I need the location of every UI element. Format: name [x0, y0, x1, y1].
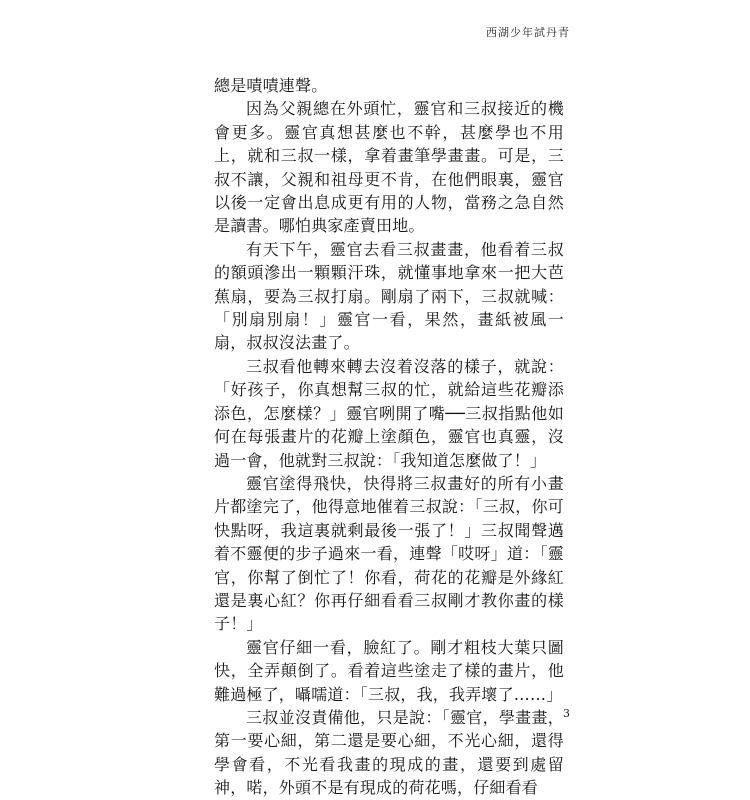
- paragraph-continued: 總是嘖嘖連聲。: [214, 76, 328, 95]
- paragraph: 因為父親總在外頭忙，靈官和三叔接近的機會更多。靈官真想甚麼也不幹，甚麼學也不用上，就和三叔一樣，拿着畫筆學畫畫。可是，三叔不讓，父親和祖母更不肯，在他們眼裏，靈官以後一定會出息成更有用的人物，當務之急自然是讀書。哪怕典家產賣田地。: [214, 99, 564, 236]
- running-header: 西湖少年試丹青: [486, 26, 570, 39]
- paragraph: 三叔並沒責備他，只是說：「靈官，學畫畫，第一要心細，第二還是要心細，不光心細，還得學會看，不光看我畫的現成的畫，還要到處留神，喏，外頭不是有現成的荷花嗎，仔細看看: [214, 707, 564, 798]
- page-number: 3: [563, 707, 570, 720]
- body-text: [214, 74, 564, 800]
- paragraph: 靈官仔細一看，臉紅了。剛才粗枝大葉只圖快，全弄顛倒了。看着這些塗走了樣的畫片，他難過極了，囁嚅道：「三叔，我，我弄壞了……」: [214, 637, 564, 704]
- paragraph: 靈官塗得飛快，快得將三叔畫好的所有小畫片都塗完了，他得意地催着三叔說：「三叔，你可快點呀，我這裏就剩最後一張了！」三叔聞聲邁着不靈便的步子過來一看，連聲「哎呀」道：「靈官，你幫了倒忙了！你看，荷花的花瓣是外緣紅還是裏心紅？你再仔細看看三叔剛才教你畫的樣子！」: [214, 473, 564, 634]
- paragraph: 有天下午，靈官去看三叔畫畫，他看着三叔的額頭滲出一顆顆汗珠，就懂事地拿來一把大芭蕉扇，要為三叔打扇。剛扇了兩下，三叔就喊：「別扇別扇！」靈官一看，果然，畫紙被風一扇，叔叔沒法畫了。: [214, 239, 564, 353]
- paragraph: 三叔看他轉來轉去沒着沒落的樣子，就說：「好孩子，你真想幫三叔的忙，就給這些花瓣添添色，怎麼樣？」靈官咧開了嘴──三叔指點他如何在每張畫片的花瓣上塗顏色，靈官也真靈，沒過一會，他就對三叔說：「我知道怎麼做了！」: [214, 356, 564, 470]
